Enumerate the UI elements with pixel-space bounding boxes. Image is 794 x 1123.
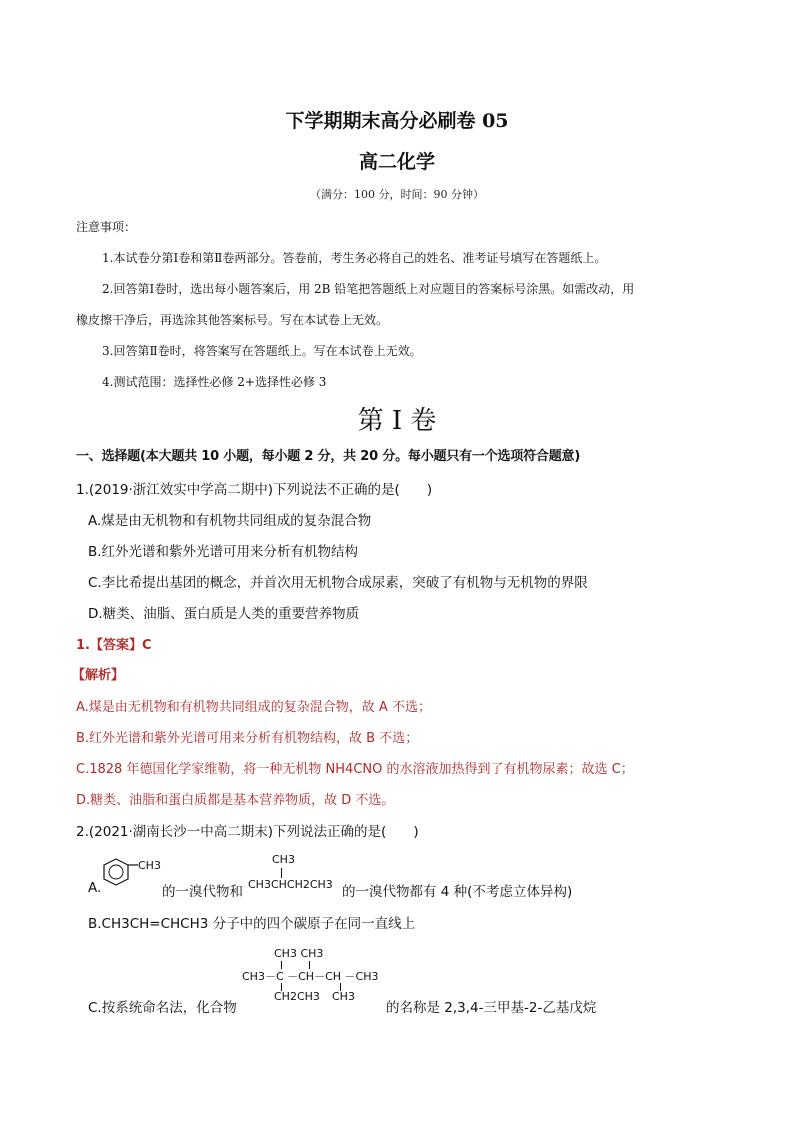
question-2-option-a-tail: 的一溴代物都有 4 种(不考虑立体异构) [342,884,573,900]
note-item: 4.测试范围：选择性必修 2+选择性必修 3 [102,375,327,389]
note-item: 2.回答第Ⅰ卷时，选出每小题答案后，用 2B 铅笔把答题纸上对应题目的答案标号涂黑。如需改动，用 [102,282,635,296]
isopentane-top: CH3 [272,853,295,866]
question-1-option-d: D.糖类、油脂、蛋白质是人类的重要营养物质 [88,606,360,622]
benzene-circle [109,865,123,879]
analysis-label: 【解析】 [72,668,125,683]
note-item: 1.本试卷分第Ⅰ卷和第Ⅱ卷两部分。答卷前，考生务必将自己的姓名、准考证号填写在答题纸上。 [102,251,607,265]
struct-bottom-right: CH3 [332,990,355,1003]
question-2-option-a-mid: 的一溴代物和 [162,884,243,900]
question-2-option-a-prefix: A. [88,880,102,896]
question-2-stem: 2.(2021·湖南长沙一中高二期末)下列说法正确的是( ) [76,824,419,840]
exam-meta: （满分：100 分，时间：90 分钟） [310,188,484,201]
volume-heading: 第 I 卷 [357,406,437,436]
question-2-option-b: B.CH3CH=CHCH3 分子中的四个碳原子在同一直线上 [88,916,416,932]
isopentane-bond [281,868,282,878]
struct-main: CH3－C －CH－CH －CH3 [242,970,379,983]
struct-top: CH3 CH3 [274,947,324,960]
analysis-line: B.红外光谱和紫外光谱可用来分析有机物结构，故 B 不选； [76,731,419,746]
page-subtitle: 高二化学 [358,151,435,173]
answer-label: 1.【答案】C [76,638,152,653]
isopentane-main: CH3CHCH2CH3 [248,878,333,891]
note-item: 橡皮擦干净后，再选涂其他答案标号。写在本试卷上无效。 [76,313,389,327]
page-title: 下学期期末高分必刷卷 05 [285,110,509,132]
question-1-stem: 1.(2019·浙江效实中学高二期中)下列说法不正确的是( ) [76,482,433,498]
analysis-line: A.煤是由无机物和有机物共同组成的复杂混合物，故 A 不选； [76,700,431,715]
question-1-option-c: C.李比希提出基团的概念，并首次用无机物合成尿素，突破了有机物与无机物的界限 [88,575,588,591]
toluene-ch3: CH3 [138,859,161,872]
notes-heading: 注意事项： [76,220,137,234]
question-1-option-a: A.煤是由无机物和有机物共同组成的复杂混合物 [88,513,372,529]
question-2-option-c-prefix: C.按系统命名法，化合物 [88,1000,237,1016]
question-1-option-b: B.红外光谱和紫外光谱可用来分析有机物结构 [88,544,359,560]
benzene-ring [104,859,128,885]
question-2-option-c-tail: 的名称是 2,3,4-三甲基-2-乙基戊烷 [386,1000,597,1016]
struct-bottom-left: CH2CH3 [274,990,320,1003]
analysis-line: C.1828 年德国化学家维勒，将一种无机物 NH4CNO 的水溶液加热得到了有机物尿素；故选 C； [76,762,634,777]
analysis-line: D.糖类、油脂和蛋白质都是基本营养物质，故 D 不选。 [76,793,395,808]
section-heading: 一、选择题(本大题共 10 小题，每小题 2 分，共 20 分。每小题只有一个选项符合题意) [76,449,581,464]
note-item: 3.回答第Ⅱ卷时，将答案写在答题纸上。写在本试卷上无效。 [102,344,422,358]
